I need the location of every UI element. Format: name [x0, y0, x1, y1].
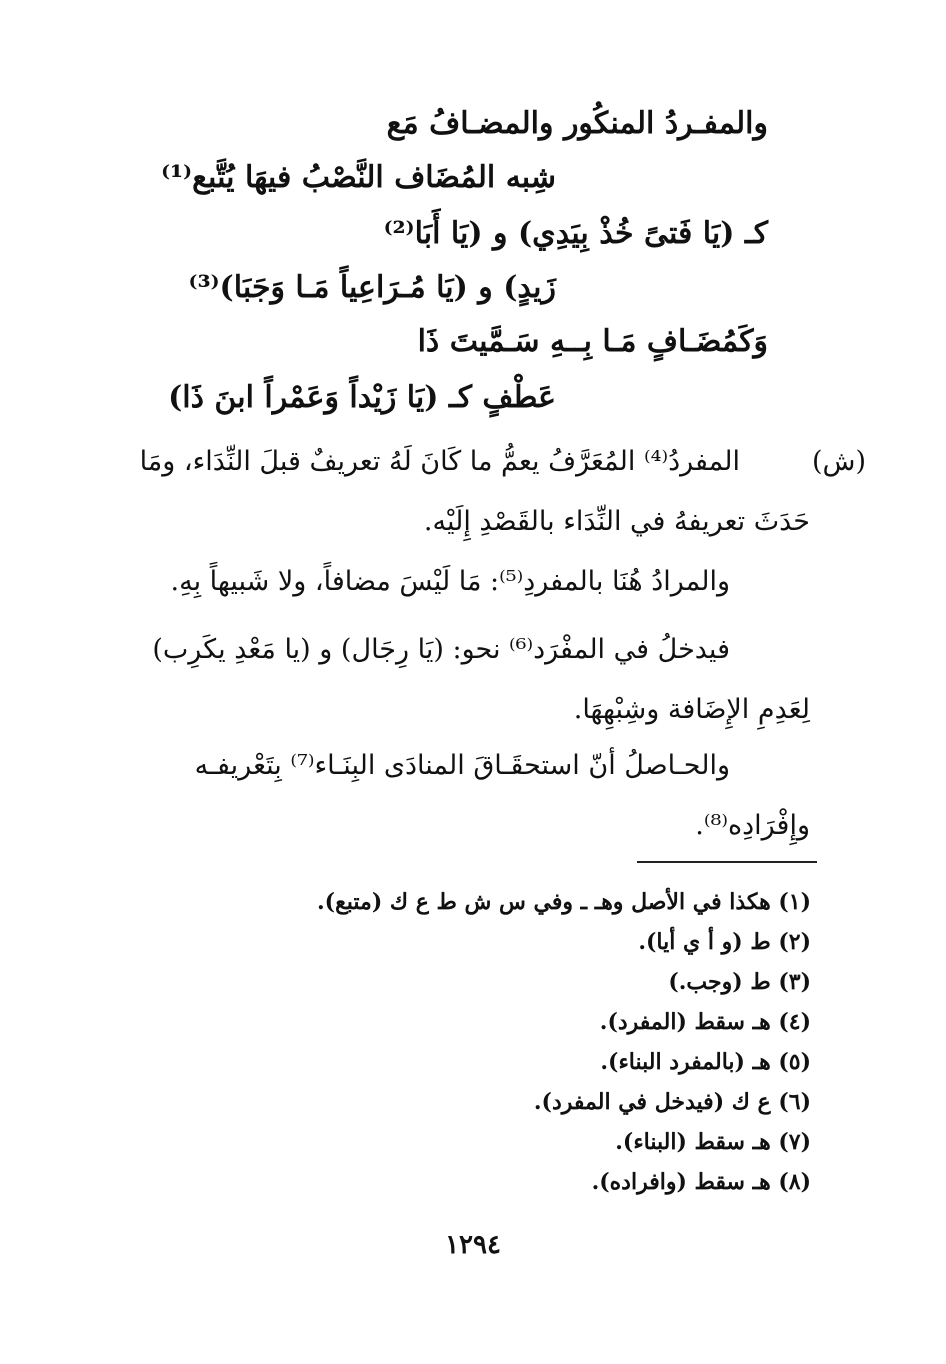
commentary-paragraph-3	[135, 620, 810, 740]
paragraph-1-line-1: المفردُ⁽⁴⁾ المُعَرَّفُ يعمُّ ما كَانَ لَهُ تعريفٌ قبلَ النِّدَاء، ومَا	[139, 446, 740, 477]
footnotes	[191, 882, 811, 1202]
page-number: ١٢٩٤	[445, 1230, 501, 1260]
footnote-7: (٧) هـ سقط (البناء).	[615, 1129, 811, 1155]
footnote-8: (٨) هـ سقط (وافراده).	[591, 1169, 811, 1195]
verse-line-5: وَكَمُضَـافٍ مَـا بِــهِ سَـمَّيتَ ذَا	[417, 324, 768, 359]
footnote-separator	[637, 861, 817, 863]
paragraph-4-line-1: والحـاصلُ أنّ استحقَـاقَ المنادَى البِنَـاء⁽⁷⁾ بِتَعْريفـه	[194, 750, 730, 781]
paragraph-3-line-2: لِعَدِمِ الإِضَافة وشِبْهِهَا.	[573, 694, 810, 725]
verse-line-1: والمفـردُ المنكُور والمضـافُ مَع	[386, 106, 768, 141]
commentary-paragraph-1	[135, 432, 810, 552]
verse-line-2: شِبه المُضَاف النَّصْبُ فيهَا يُتَّبع⁽¹⁾	[161, 160, 556, 195]
commentary-paragraph-4	[135, 736, 810, 856]
paragraph-4-line-2: وإِفْرَادِه⁽⁸⁾.	[695, 810, 810, 841]
verse-line-4: زَيدٍ) و (يَا مُـرَاعِياً مَـا وَجَبَا)⁽³⁾	[188, 270, 556, 305]
commentary-label: (ش)	[811, 446, 866, 477]
footnote-2: (٢) ط (و أ ي أيا).	[638, 929, 811, 955]
commentary-paragraph-2	[135, 552, 810, 612]
footnote-5: (٥) هـ (بالمفرد البناء).	[600, 1049, 811, 1075]
verse-line-6: عَطْفٍ كـ (يَا زَيْداً وَعَمْراً ابنَ ذَا)	[168, 380, 556, 415]
footnote-6: (٦) ع ك (فيدخل في المفرد).	[533, 1089, 811, 1115]
verse-line-3: كـ (يَا فَتىً خُذْ بِيَدِي) و (يَا أَبَا⁽²⁾	[383, 216, 768, 251]
footnote-1: (١) هكذا في الأصل وهـ ـ وفي س ش ط ع ك (متبع).	[317, 889, 811, 915]
paragraph-1-line-2: حَدَثَ تعريفهُ في النِّدَاء بالقَصْدِ إِلَيْه.	[423, 506, 810, 537]
paragraph-2-line-1: والمرادُ هُنَا بالمفردِ⁽⁵⁾: مَا لَيْسَ مضافاً، ولا شَبيهاً بِهِ.	[170, 566, 730, 597]
footnote-4: (٤) هـ سقط (المفرد).	[599, 1009, 811, 1035]
paragraph-3-line-1: فيدخلُ في المفْرَد⁽⁶⁾ نحو: (يَا رِجَال) و (يا مَعْدِ يكَرِب)	[152, 634, 730, 665]
footnote-3: (٣) ط (وجب.)	[668, 969, 811, 995]
